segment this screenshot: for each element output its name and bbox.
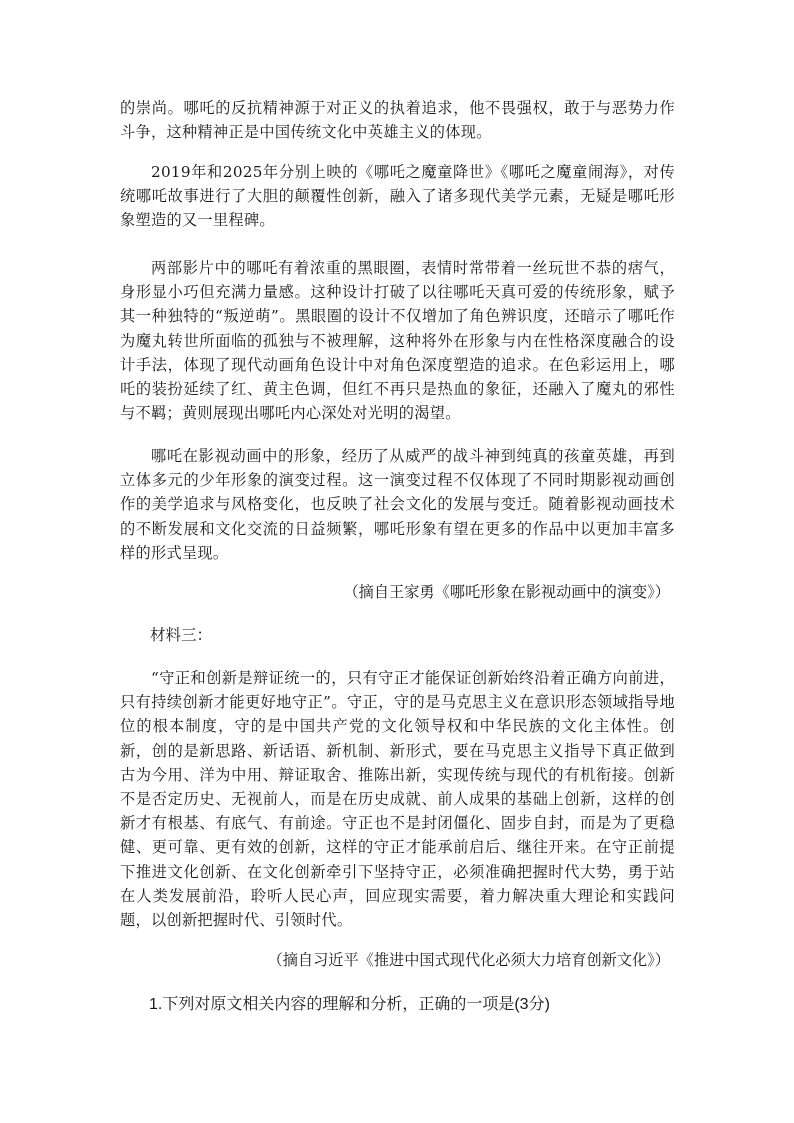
- paragraph-character-design: 两部影片中的哪吒有着浓重的黑眼圈，表情时常带着一丝玩世不恭的痞气，身形显小巧但充满力量感。这种设计打破了以往哪吒天真可爱的传统形象，赋予其一种独特的“叛逆萌”。黑眼圈的设计不仅增加了角色辨识度，还暗示了哪吒作为魔丸转世所面临的孤独与不被理解，这种将外在形象与内在性格深度融合的设计手法，体现了现代动画角色设计中对角色深度塑造的追求。在色彩运用上，哪吒的装扮延续了红、黄主色调，但红不再只是热血的象征，还融入了魔丸的邪性与不羁；黄则展现出哪吒内心深处对光明的渴望。: [120, 259, 675, 423]
- source-citation-material-3: （摘自习近平《推进中国式现代化必须大力培育创新文化》）: [267, 951, 670, 969]
- question-1-prompt: 1.下列对原文相关内容的理解和分析，正确的一项是(3分): [149, 996, 550, 1013]
- material-three-heading: 材料三：: [150, 627, 213, 644]
- paragraph-image-evolution: 哪吒在影视动画中的形象，经历了从威严的战斗神到纯真的孩童英雄，再到立体多元的少年形象的演变过程。这一演变过程不仅体现了不同时期影视动画创作的美学追求与风格变化，也反映了社会文化的发展与变迁。随着影视动画技术的不断发展和文化交流的日益频繁，哪吒形象有望在更多的作品中以更加丰富多样的形式呈现。: [120, 447, 675, 562]
- paragraph-innovation-culture: “守正和创新是辩证统一的，只有守正才能保证创新始终沿着正确方向前进，只有持续创新才能更好地守正”。守正，守的是马克思主义在意识形态领域指导地位的根本制度，守的是中国共产党的文化领导权和中华民族的文化主体性。创新，创的是新思路、新话语、新机制、新形式，要在马克思主义指导下真正做到古为今用、洋为中用、辩证取舍、推陈出新，实现传统与现代的有机衔接。创新不是否定历史、无视前人，而是在历史成就、前人成果的基础上创新，这样的创新才有根基、有底气、有前途。守正也不是封闭僵化、固步自封，而是为了更稳健、更可靠、更有效的创新，这样的守正才能承前启后、继往开来。在守正前提下推进文化创新、在文化创新牵引下坚持守正，必须准确把握时代大势，勇于站在人类发展前沿，聆听人民心声，回应现实需要，着力解决重大理论和实践问题，以创新把握时代、引领时代。: [120, 669, 675, 930]
- paragraph-films-innovation: 2019年和2025年分别上映的《哪吒之魔童降世》《哪吒之魔童闹海》，对传统哪吒故事进行了大胆的颠覆性创新，融入了诸多现代美学元素，无疑是哪吒形象塑造的又一里程碑。: [120, 163, 675, 230]
- source-citation-material-2: （摘自王家勇《哪吒形象在影视动画中的演变》）: [343, 583, 670, 601]
- paragraph-hero-spirit: 的崇尚。哪吒的反抗精神源于对正义的执着追求，他不畏强权，敢于与恶势力作斗争，这种精神正是中国传统文化中英雄主义的体现。: [120, 99, 675, 142]
